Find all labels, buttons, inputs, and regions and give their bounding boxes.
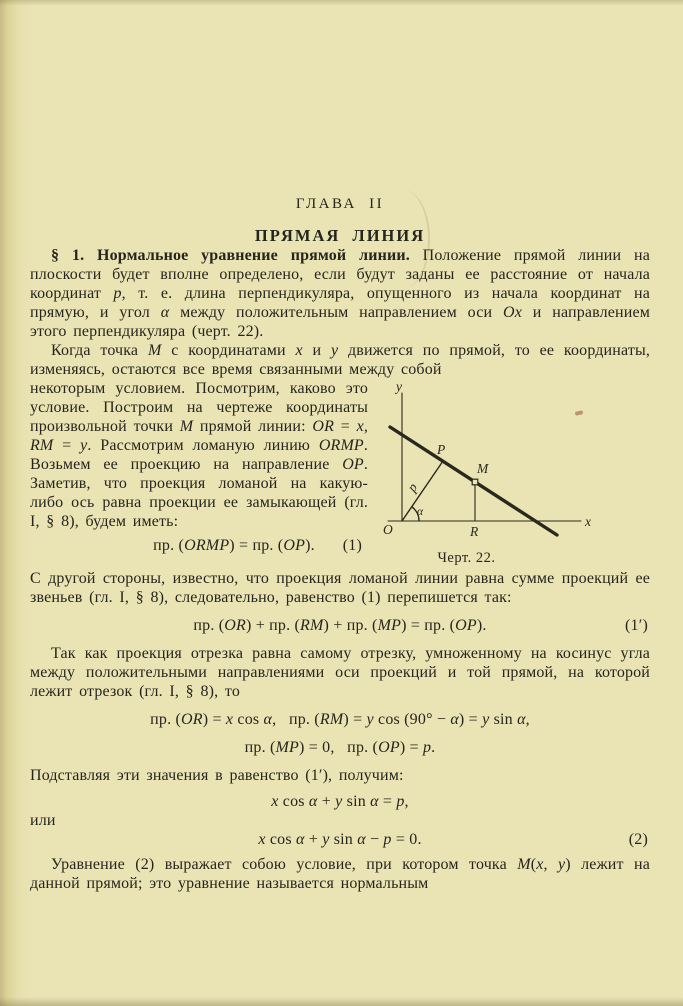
point-m-marker (472, 479, 478, 485)
origin-label: O (383, 522, 393, 537)
alpha-angle-label: α (417, 506, 424, 518)
equation-projections-or-rm-body: пр. (OR) = x cos α, пр. (RM) = y cos (90° − α) = y sin α, (150, 711, 530, 728)
paragraph-point-m-wrapped: некоторым условием. Посмотрим, каково это условие. Построим на чертеже координаты произвольной точки M прямой линии: OR = x, RM = y. Рассмотрим ломаную линию ORMP. Возьмем ее проекцию на направление OP. Заметив, что проекция ломаной на какую-либо ось равна проекции ее замыкающей (гл. I, § 8), будем иметь: (30, 380, 368, 530)
equation-1-number: (1) (342, 537, 362, 554)
equation-projections-mp-op (30, 738, 650, 757)
equation-normal-form-comma (30, 792, 650, 811)
x-axis-label: x (585, 514, 591, 529)
text-figure-wrap (30, 379, 650, 569)
point-p-label: P (437, 442, 446, 457)
paragraph-section-1-intro: § 1. Нормальное уравнение прямой линии. Положение прямой линии на плоскости будет вполне определено, если будут заданы ее расстояние от начала координат p, т. е. длина перпендикуляра, опущенного из начала координат на прямую, и угол α между положительным направлением оси Ox и направлением этого перпендикуляра (черт. 22). (30, 247, 651, 340)
equation-2-body: x cos α + y sin α − p = 0. (258, 831, 422, 848)
equation-1-prime-number: (1′) (625, 617, 648, 634)
figure-chert-22 (378, 381, 650, 567)
paragraph-conclusion: Уравнение (2) выражает собою условие, при котором точка M(x, y) лежит на данной прямой; это уравнение называется нормальным (30, 856, 650, 892)
equation-1-prime (30, 616, 650, 635)
page-title: ПРЯМАЯ ЛИНИЯ (254, 226, 426, 245)
equation-2 (30, 830, 650, 849)
paragraph-point-m-intro: Когда точка M с координатами x и y движется по прямой, то ее координаты, изменяясь, остаются все время связанными между собой (30, 342, 651, 378)
equation-normal-form-comma-body: x cos α + y sin α = p, (271, 793, 409, 810)
equation-1 (30, 536, 368, 555)
point-r-label: R (470, 524, 479, 539)
point-m-label: M (477, 461, 489, 476)
y-axis-label: y (396, 381, 402, 394)
paragraph-cosine-rule: Так как проекция отрезка равна самому отрезку, умноженному на косинус угла между положительными направлениями оси проекций и той прямой, на которой лежит отрезок (гл. I, § 8), то (30, 645, 650, 700)
equation-projections-mp-op-body: пр. (MP) = 0, пр. (OP) = p. (244, 739, 436, 756)
chapter-heading: ГЛАВА II (295, 196, 385, 212)
figure-drawing (378, 381, 650, 543)
p-length-label: p (404, 480, 421, 495)
equation-2-number: (2) (628, 831, 648, 848)
paragraph-sum-of-projections: С другой стороны, известно, что проекция ломаной линии равна сумме проекций ее звеньев (гл. I, § 8), следовательно, равенство (1) перепишется так: (30, 570, 650, 606)
equation-1-body: пр. (ORMP) = пр. (OP). (153, 537, 315, 554)
paragraph-substitution: Подставляя эти значения в равенство (1′), получим: (30, 767, 404, 784)
equation-projections-or-rm (30, 710, 650, 729)
figure-caption: Черт. 22. (437, 550, 496, 566)
word-or: или (30, 812, 56, 829)
equation-1-prime-body: пр. (OR) + пр. (RM) + пр. (MP) = пр. (OP). (193, 617, 487, 634)
